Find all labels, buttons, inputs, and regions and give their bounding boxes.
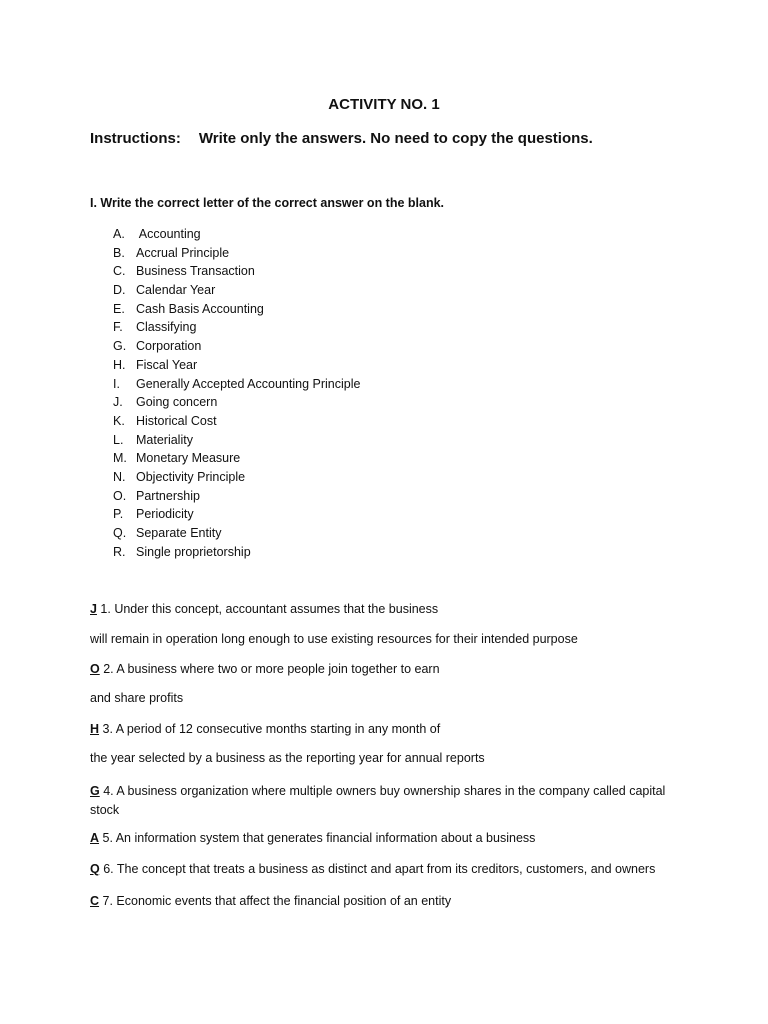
answer-blank: G [90, 784, 100, 798]
question-item [90, 894, 451, 908]
choice-letter: O. [113, 488, 127, 503]
choice-letter: J. [113, 395, 123, 410]
choice-text: Cash Basis Accounting [136, 301, 264, 316]
choice-item [113, 449, 360, 468]
question-item [90, 782, 690, 820]
instructions-label: Instructions: [90, 130, 181, 147]
question-text: 4. A business organization where multiple owners buy ownership shares in the company called capital stock [90, 784, 666, 817]
choice-text: Single proprietorship [136, 544, 251, 559]
choice-letter: D. [113, 283, 126, 298]
question-item [90, 831, 535, 845]
answer-blank: O [90, 662, 100, 676]
choice-item [113, 543, 360, 562]
choice-item [113, 468, 360, 487]
question-text: 5. An information system that generates financial information about a business [99, 831, 536, 845]
choice-item [113, 262, 360, 281]
section-heading: I. Write the correct letter of the correct answer on the blank. [90, 196, 445, 210]
choice-letter: I. [113, 376, 120, 391]
choice-letter: G. [113, 339, 127, 354]
choice-text: Accounting [136, 227, 201, 241]
choice-text: Historical Cost [136, 413, 217, 428]
choice-letter: R. [113, 544, 126, 559]
choice-item [113, 356, 360, 375]
answer-blank: H [90, 722, 100, 736]
question-text: 7. Economic events that affect the financial position of an entity [99, 894, 452, 908]
question-continuation: and share profits [90, 691, 184, 705]
choice-text: Generally Accepted Accounting Principle [136, 376, 361, 391]
choice-letter: C. [113, 264, 126, 279]
choice-text: Periodicity [136, 507, 194, 522]
choice-text: Accrual Principle [136, 245, 230, 260]
choice-text: Fiscal Year [136, 357, 198, 372]
choice-letter: Q. [113, 526, 127, 540]
choice-text: Separate Entity [136, 526, 222, 540]
choice-text: Materiality [136, 432, 193, 447]
question-text: 6. The concept that treats a business as distinct and apart from its creditors, customers, and owners [99, 862, 656, 876]
choice-text: Monetary Measure [136, 451, 241, 466]
answer-blank: C [90, 894, 100, 908]
choice-text: Classifying [136, 320, 197, 335]
choice-letter: K. [113, 413, 125, 428]
choice-letter: L. [113, 432, 124, 447]
answer-blank: A [90, 831, 100, 845]
choice-letter: N. [113, 469, 126, 484]
choice-text: Going concern [136, 395, 218, 410]
question-text: 2. A business where two or more people join together to earn [99, 662, 440, 676]
choice-item [113, 337, 360, 356]
choice-letter: P. [113, 507, 124, 522]
question-continuation: will remain in operation long enough to use existing resources for their intended purpose [90, 632, 578, 646]
choice-item [113, 281, 360, 300]
choice-item [113, 393, 360, 412]
choice-item [113, 318, 360, 337]
choice-item [113, 300, 360, 319]
choice-text: Partnership [136, 488, 200, 503]
choice-letter: F. [113, 320, 123, 335]
page-title: ACTIVITY NO. 1 [328, 96, 440, 113]
question-continuation: the year selected by a business as the reporting year for annual reports [90, 751, 485, 765]
choice-letter: E. [113, 301, 125, 316]
answer-blank: Q [90, 862, 100, 876]
question-item [90, 862, 655, 876]
choice-text: Corporation [136, 339, 202, 354]
instructions-text: Write only the answers. No need to copy the questions. [198, 130, 593, 147]
choice-item [113, 244, 360, 263]
choice-item [113, 225, 360, 244]
choice-item [113, 412, 360, 431]
choice-item [113, 487, 360, 506]
choice-letter: A. [113, 227, 125, 241]
choice-text: Business Transaction [136, 264, 255, 279]
answer-blank: J [90, 602, 97, 616]
question-text: 3. A period of 12 consecutive months starting in any month of [99, 722, 441, 736]
choice-text: Objectivity Principle [136, 469, 246, 484]
question-text: 1. Under this concept, accountant assumes that the business [96, 602, 439, 616]
choice-item [113, 505, 360, 524]
choice-letter: H. [113, 357, 126, 372]
instructions [90, 130, 593, 147]
choice-item [113, 431, 360, 450]
choice-text: Calendar Year [136, 283, 216, 298]
question-item [90, 722, 440, 736]
question-item [90, 662, 440, 676]
choice-letter: M. [113, 451, 127, 466]
choice-letter: B. [113, 245, 125, 260]
choice-list [113, 225, 360, 561]
choice-item [113, 524, 360, 543]
question-item [90, 602, 438, 616]
choice-item [113, 375, 360, 394]
